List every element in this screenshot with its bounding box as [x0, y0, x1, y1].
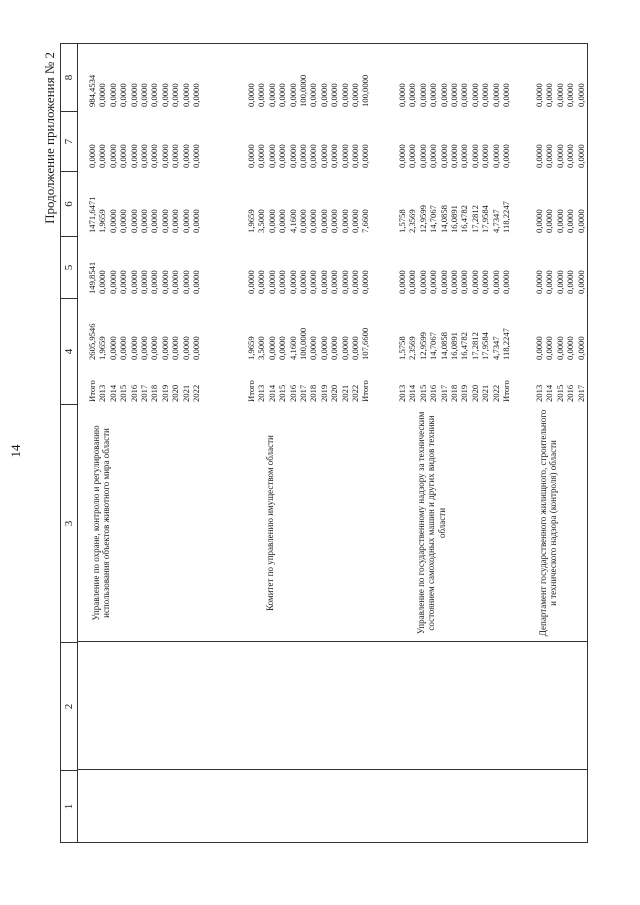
table-cell-value: 0,0000 [407, 83, 418, 107]
table-cell-value: 0,0000 [139, 144, 149, 168]
table-cell-value: 984,4534 [87, 74, 97, 107]
column-header-8: 8 [63, 74, 75, 81]
table-cell-value: 0,0000 [139, 83, 149, 107]
column-divider [78, 769, 587, 770]
table-cell-value: 0,0000 [107, 270, 118, 294]
table-cell-value: 0,0000 [97, 144, 108, 168]
table-cell-value: 0,0000 [266, 270, 277, 294]
table-cell-value: 17,2812 [469, 332, 480, 360]
table-cell-value: 0,0000 [149, 270, 160, 294]
table-cell-value: 0,0000 [191, 336, 201, 360]
table-cell-value: 0,0000 [159, 209, 170, 233]
table-cell-value: 0,0000 [318, 83, 329, 107]
table-cell-value: 1,5758 [397, 336, 407, 360]
table-cell-value: 14,7067 [428, 332, 439, 360]
table-cell-value: 0,0000 [329, 144, 340, 168]
row-year-label: 2013 [97, 384, 108, 402]
table-cell-value: 0,0000 [554, 270, 565, 294]
column-header-3: 3 [61, 404, 77, 642]
table-cell-value: 0,0000 [428, 144, 439, 168]
table-cell-value: 1471,6471 [87, 196, 97, 233]
row-year-label: Итого [360, 380, 371, 402]
table-cell-value: 0,0000 [170, 144, 181, 168]
table-cell-value: 0,0000 [565, 83, 576, 107]
table-cell-value: 107,6600 [360, 327, 371, 360]
row-year-label: 2014 [266, 384, 277, 402]
table-cell-value: 0,0000 [428, 83, 439, 107]
row-year-label: 2013 [256, 384, 267, 402]
table-cell-value: 0,0000 [287, 144, 298, 168]
table-cell-value: 0,0000 [107, 83, 118, 107]
table-cell-value: 0,0000 [339, 144, 350, 168]
page-number: 14 [8, 444, 23, 458]
table-cell-value: 0,0000 [554, 209, 565, 233]
table-cell-value: 118,2247 [501, 201, 511, 233]
table-cell-value: 1,9659 [97, 336, 108, 360]
table-cell-value: 1,9659 [246, 209, 256, 233]
table-cell-value: 0,0000 [180, 144, 191, 168]
row-year-label: 2014 [544, 384, 555, 402]
table-cell-value: 0,0000 [139, 209, 149, 233]
row-year-label: 2013 [534, 384, 544, 402]
table-cell-value: 0,0000 [459, 144, 470, 168]
table-cell-value: 0,0000 [575, 83, 586, 107]
table-cell-value: 100,0000 [360, 74, 371, 107]
table-cell-value: 0,0000 [107, 144, 118, 168]
org-animal-world: Управление по охране, контролю и регулированию использования объектов животного мира области [91, 425, 112, 621]
table-cell-value: 0,0000 [565, 336, 576, 360]
table-cell-value: 0,0000 [438, 144, 449, 168]
table-cell-value: 0,0000 [534, 83, 544, 107]
table-cell-value: 0,0000 [170, 83, 181, 107]
column-header-row [61, 44, 78, 842]
table-cell-value: 4,1600 [287, 336, 298, 360]
table-cell-value: 2,3569 [407, 209, 418, 233]
table-cell-value: 0,0000 [350, 83, 360, 107]
table-cell-value: 0,0000 [277, 270, 288, 294]
table-cell-value: 1,9659 [246, 336, 256, 360]
table-cell-value: 2605,9546 [87, 323, 97, 360]
table-cell-value: 0,0000 [449, 270, 459, 294]
table-cell-value: 0,0000 [397, 270, 407, 294]
table-cell-value: 0,0000 [318, 209, 329, 233]
row-year-label: 2020 [329, 384, 340, 402]
table-cell-value: 0,0000 [360, 144, 371, 168]
table-cell-value: 0,0000 [246, 144, 256, 168]
row-year-label: 2013 [397, 384, 407, 402]
table-cell-value: 0,0000 [308, 336, 319, 360]
table-cell-value: 16,4782 [459, 332, 470, 360]
column-divider [78, 641, 587, 642]
table-cell-value: 100,0000 [298, 74, 308, 107]
table-cell-value: 0,0000 [256, 83, 267, 107]
table-cell-value: 0,0000 [128, 270, 139, 294]
table-cell-value: 0,0000 [575, 336, 586, 360]
table-cell-value: 0,0000 [397, 83, 407, 107]
table-cell-value: 0,0000 [149, 209, 160, 233]
table-cell-value: 0,0000 [107, 336, 118, 360]
row-year-label: 2021 [480, 384, 491, 402]
row-year-label: Итого [246, 380, 256, 402]
row-year-label: 2018 [308, 384, 319, 402]
table-cell-value: 0,0000 [417, 144, 428, 168]
table-cell-value: 0,0000 [256, 270, 267, 294]
table-cell-value: 0,0000 [534, 336, 544, 360]
row-year-label: 2017 [575, 384, 586, 402]
org-property-committee: Комитет по управлению имуществом области [265, 435, 275, 611]
table-cell-value: 0,0000 [266, 83, 277, 107]
row-year-label: 2019 [318, 384, 329, 402]
table-cell-value: 0,0000 [575, 270, 586, 294]
table-cell-value: 3,5000 [256, 336, 267, 360]
table-cell-value: 0,0000 [490, 270, 501, 294]
table-cell-value: 0,0000 [469, 144, 480, 168]
table-cell-value: 0,0000 [246, 270, 256, 294]
table-cell-value: 0,0000 [554, 336, 565, 360]
table-cell-value: 12,9599 [417, 332, 428, 360]
row-year-label: Итого [87, 380, 97, 402]
table-cell-value: 0,0000 [339, 336, 350, 360]
table-cell-value: 0,0000 [180, 209, 191, 233]
table-cell-value: 0,0000 [191, 209, 201, 233]
table-cell-value: 2,3569 [407, 336, 418, 360]
table-cell-value: 14,0858 [438, 205, 449, 233]
continuation-title: Продолжение приложения № 2 [42, 52, 57, 224]
row-year-label: 2018 [449, 384, 459, 402]
column-header-2: 2 [61, 642, 77, 770]
table-cell-value: 0,0000 [191, 83, 201, 107]
row-year-label: 2019 [459, 384, 470, 402]
table-cell-value: 0,0000 [97, 83, 108, 107]
table-cell-value: 0,0000 [490, 144, 501, 168]
table-cell-value: 0,0000 [480, 144, 491, 168]
table-cell-value: 0,0000 [180, 336, 191, 360]
table-cell-value: 100,0000 [298, 327, 308, 360]
row-year-label: 2015 [417, 384, 428, 402]
row-year-label: 2020 [170, 384, 181, 402]
row-year-label: 2022 [191, 384, 201, 402]
table-cell-value: 7,6600 [360, 209, 371, 233]
table-cell-value: 0,0000 [544, 270, 555, 294]
table-cell-value: 1,9659 [97, 209, 108, 233]
row-year-label: 2016 [565, 384, 576, 402]
table-cell-value: 14,7067 [428, 205, 439, 233]
table-cell-value: 0,0000 [128, 209, 139, 233]
table-cell-value: 14,0858 [438, 332, 449, 360]
column-header-7: 7 [61, 111, 77, 171]
row-year-label: 2015 [277, 384, 288, 402]
table-cell-value: 149,8541 [87, 261, 97, 294]
table-cell-value: 0,0000 [118, 144, 129, 168]
table-cell-value: 0,0000 [159, 336, 170, 360]
table-cell-value: 17,9584 [480, 332, 491, 360]
table-cell-value: 0,0000 [438, 83, 449, 107]
table-cell-value: 0,0000 [501, 270, 511, 294]
table-cell-value: 0,0000 [170, 270, 181, 294]
table-cell-value: 0,0000 [180, 83, 191, 107]
table-cell-value: 0,0000 [329, 270, 340, 294]
table-cell-value: 0,0000 [438, 270, 449, 294]
table-cell-value: 0,0000 [544, 83, 555, 107]
table-cell-value: 0,0000 [159, 144, 170, 168]
table-cell-value: 0,0000 [469, 83, 480, 107]
table-cell-value: 0,0000 [469, 270, 480, 294]
table-cell-value: 0,0000 [397, 144, 407, 168]
column-header-5: 5 [61, 236, 77, 298]
table-cell-value: 0,0000 [277, 144, 288, 168]
table-cell-value: 0,0000 [360, 270, 371, 294]
org-construction-supervision: Департамент государственного жилищного, строительного и технического надзора (контроля) области [538, 409, 559, 637]
table-cell-value: 0,0000 [298, 144, 308, 168]
table-cell-value: 0,0000 [308, 83, 319, 107]
table-cell-value: 0,0000 [97, 270, 108, 294]
table-cell-value: 0,0000 [544, 144, 555, 168]
table-cell-value: 0,0000 [350, 336, 360, 360]
table-cell-value: 0,0000 [266, 209, 277, 233]
table-cell-value: 0,0000 [339, 270, 350, 294]
table-cell-value: 0,0000 [149, 144, 160, 168]
row-year-label: Итого [501, 380, 511, 402]
table-cell-value: 4,1600 [287, 209, 298, 233]
table-cell-value: 0,0000 [575, 209, 586, 233]
table-cell-value: 0,0000 [128, 144, 139, 168]
table-cell-value: 0,0000 [480, 83, 491, 107]
table-cell-value: 0,0000 [554, 83, 565, 107]
table-cell-value: 0,0000 [350, 209, 360, 233]
row-year-label: 2017 [298, 384, 308, 402]
table-cell-value: 12,9599 [417, 205, 428, 233]
table-cell-value: 0,0000 [308, 209, 319, 233]
table-cell-value: 0,0000 [554, 144, 565, 168]
table-cell-value: 4,7347 [490, 209, 501, 233]
table-cell-value: 0,0000 [318, 144, 329, 168]
column-header-6: 6 [61, 171, 77, 236]
table-cell-value: 0,0000 [256, 144, 267, 168]
table-cell-value: 0,0000 [534, 144, 544, 168]
table-cell-value: 0,0000 [459, 270, 470, 294]
table-cell-value: 17,2812 [469, 205, 480, 233]
table-cell-value: 0,0000 [149, 83, 160, 107]
table-cell-value: 0,0000 [501, 83, 511, 107]
table-cell-value: 0,0000 [107, 209, 118, 233]
table-cell-value: 0,0000 [298, 270, 308, 294]
table-cell-value: 0,0000 [350, 270, 360, 294]
table-cell-value: 0,0000 [87, 144, 97, 168]
table-cell-value: 0,0000 [417, 83, 428, 107]
table-cell-value: 0,0000 [480, 270, 491, 294]
table-cell-value: 4,7347 [490, 336, 501, 360]
org-machinery-supervision: Управление по государственному надзору за техническим состоянием самоходных машин и других видов техники области [416, 411, 447, 635]
table-cell-value: 0,0000 [277, 83, 288, 107]
row-year-label: 2016 [428, 384, 439, 402]
table-cell-value: 0,0000 [308, 270, 319, 294]
table-cell-value: 0,0000 [128, 336, 139, 360]
table-cell-value: 0,0000 [298, 209, 308, 233]
table-cell-value: 16,0891 [449, 205, 459, 233]
table-cell-value: 0,0000 [139, 270, 149, 294]
table-cell-value: 0,0000 [159, 83, 170, 107]
table-cell-value: 0,0000 [318, 270, 329, 294]
table-cell-value: 0,0000 [350, 144, 360, 168]
table-cell-value: 0,0000 [339, 209, 350, 233]
table-cell-value: 0,0000 [170, 209, 181, 233]
row-year-label: 2017 [139, 384, 149, 402]
row-year-label: 2016 [287, 384, 298, 402]
table-cell-value: 0,0000 [266, 336, 277, 360]
table-cell-value: 0,0000 [266, 144, 277, 168]
table-cell-value: 0,0000 [159, 270, 170, 294]
table-cell-value: 16,4782 [459, 205, 470, 233]
table-cell-value: 0,0000 [407, 144, 418, 168]
table-cell-value: 118,2247 [501, 328, 511, 360]
table-cell-value: 1,5758 [397, 209, 407, 233]
table-cell-value: 0,0000 [180, 270, 191, 294]
table-cell-value: 0,0000 [277, 209, 288, 233]
table-cell-value: 0,0000 [191, 144, 201, 168]
table-cell-value: 0,0000 [287, 83, 298, 107]
row-year-label: 2014 [407, 384, 418, 402]
table-cell-value: 0,0000 [428, 270, 439, 294]
table-cell-value: 0,0000 [490, 83, 501, 107]
row-year-label: 2017 [438, 384, 449, 402]
row-year-label: 2020 [469, 384, 480, 402]
table-cell-value: 0,0000 [449, 83, 459, 107]
table-cell-value: 0,0000 [149, 336, 160, 360]
column-header-1: 1 [61, 770, 77, 842]
row-year-label: 2018 [149, 384, 160, 402]
table-cell-value: 0,0000 [139, 336, 149, 360]
table-cell-value: 16,0891 [449, 332, 459, 360]
row-year-label: 2022 [350, 384, 360, 402]
table-cell-value: 0,0000 [339, 83, 350, 107]
table-cell-value: 0,0000 [459, 83, 470, 107]
table-cell-value: 0,0000 [128, 83, 139, 107]
table-cell-value: 0,0000 [565, 144, 576, 168]
table-cell-value: 3,5000 [256, 209, 267, 233]
table-cell-value: 0,0000 [417, 270, 428, 294]
row-year-label: 2021 [180, 384, 191, 402]
table-cell-value: 0,0000 [534, 270, 544, 294]
table-cell-value: 0,0000 [118, 209, 129, 233]
row-year-label: 2019 [159, 384, 170, 402]
table-cell-value: 0,0000 [329, 83, 340, 107]
table-cell-value: 0,0000 [318, 336, 329, 360]
table-cell-value: 0,0000 [565, 209, 576, 233]
table-cell-value: 0,0000 [501, 144, 511, 168]
table-cell-value: 0,0000 [191, 270, 201, 294]
column-header-4: 4 [61, 298, 77, 404]
table-cell-value: 0,0000 [544, 336, 555, 360]
row-year-label: 2021 [339, 384, 350, 402]
table-cell-value: 0,0000 [544, 209, 555, 233]
row-year-label: 2015 [554, 384, 565, 402]
table-cell-value: 0,0000 [118, 270, 129, 294]
row-year-label: 2015 [118, 384, 129, 402]
table-cell-value: 0,0000 [534, 209, 544, 233]
table-cell-value: 0,0000 [308, 144, 319, 168]
table-cell-value: 0,0000 [449, 144, 459, 168]
budget-table [60, 43, 588, 843]
table-cell-value: 0,0000 [118, 83, 129, 107]
table-cell-value: 0,0000 [565, 270, 576, 294]
table-cell-value: 0,0000 [277, 336, 288, 360]
table-cell-value: 0,0000 [575, 144, 586, 168]
table-cell-value: 0,0000 [287, 270, 298, 294]
row-year-label: 2022 [490, 384, 501, 402]
table-cell-value: 0,0000 [246, 83, 256, 107]
table-cell-value: 0,0000 [329, 209, 340, 233]
row-year-label: 2014 [107, 384, 118, 402]
table-cell-value: 0,0000 [118, 336, 129, 360]
table-cell-value: 0,0000 [170, 336, 181, 360]
row-year-label: 2016 [128, 384, 139, 402]
table-cell-value: 17,9584 [480, 205, 491, 233]
table-cell-value: 0,0000 [407, 270, 418, 294]
table-cell-value: 0,0000 [329, 336, 340, 360]
